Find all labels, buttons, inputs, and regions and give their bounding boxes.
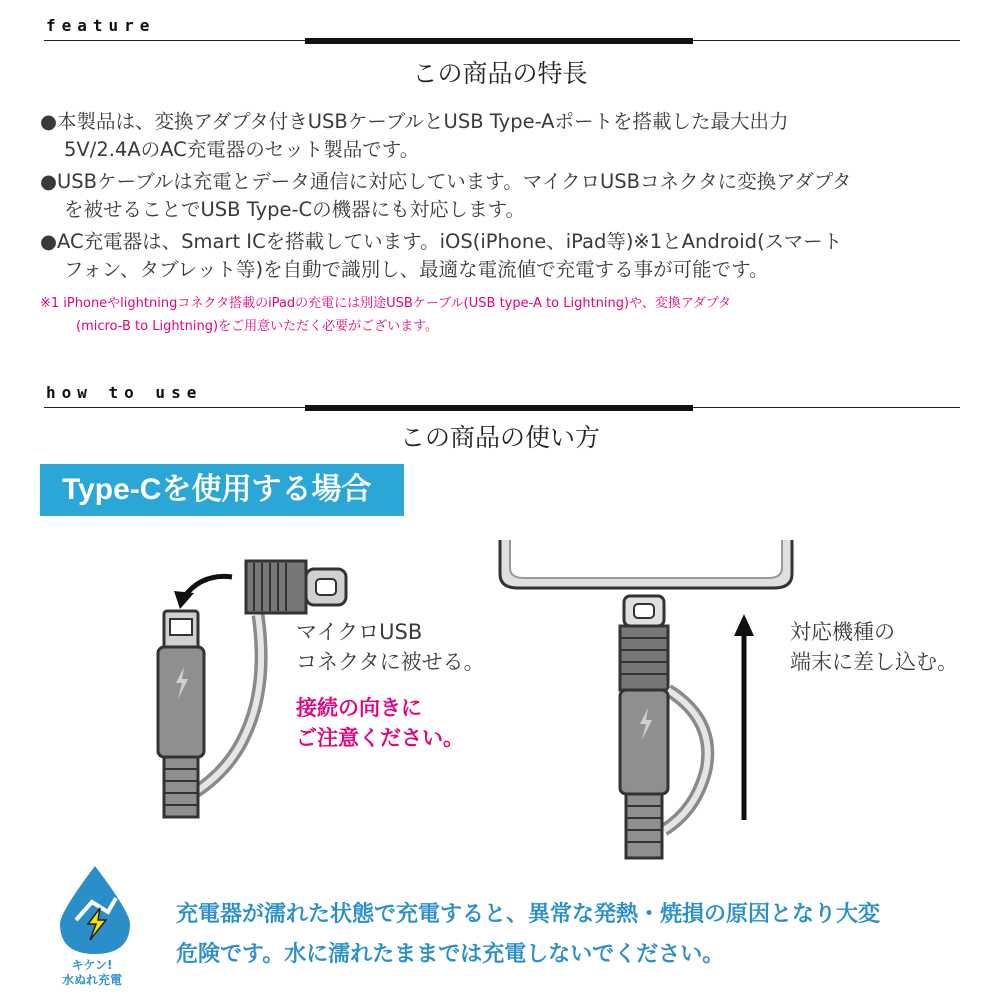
bullet-line: ●USBケーブルは充電とデータ通信に対応しています。マイクロUSBコネクタに変換アダプタ — [40, 170, 852, 193]
section-label-feature: feature — [46, 16, 156, 35]
feature-heading: この商品の特長 — [412, 59, 588, 88]
bullet-line: を被せることでUSB Type-Cの機器にも対応します。 — [64, 198, 526, 221]
step1-line: マイクロUSB — [296, 620, 423, 644]
step2-line: 端末に差し込む。 — [790, 650, 958, 674]
section-bar — [305, 405, 693, 411]
step2-line: 対応機種の — [790, 620, 895, 644]
bullet-line: ●本製品は、変換アダプタ付きUSBケーブルとUSB Type-Aポートを搭載した最大出力 — [40, 110, 789, 133]
drop-warning-label-line: 水ぬれ充電 — [61, 973, 122, 987]
step1-line: コネクタに被せる。 — [296, 650, 485, 674]
caution-line: 接続の向きに — [296, 696, 422, 720]
warning-line: 充電器が濡れた状態で充電すると、異常な発熱・焼損の原因となり大変 — [176, 902, 881, 927]
bullet-line: ●AC充電器は、Smart ICを搭載しています。iOS(iPhone、iPad等)※1とAndroid(スマート — [40, 230, 843, 253]
arrow-up-icon — [734, 614, 754, 820]
bullet-line: 5V/2.4AのAC充電器のセット製品です。 — [64, 138, 420, 161]
water-drop-warning-icon — [56, 862, 134, 958]
section-label-how-to-use: how to use — [46, 383, 203, 402]
type-c-banner: Type-Cを使用する場合 — [40, 464, 404, 516]
bullet-line: フォン、タブレット等)を自動で識別し、最適な電流値で充電する事が可能です。 — [64, 258, 769, 281]
drop-warning-label-line: キケン! — [71, 958, 113, 972]
footnote-line: ※1 iPhoneやlightningコネクタ搭載のiPadの充電には別途USBケーブル(USB type-A to Lightning)や、変換アダプタ — [40, 296, 731, 311]
drop-warning-label — [40, 958, 144, 988]
howto-heading: この商品の使い方 — [399, 423, 600, 452]
footnote-line: (micro-B to Lightning)をご用意いただく必要がございます。 — [76, 319, 439, 334]
warning-line: 危険です。水に濡れたままでは充電しないでください。 — [176, 942, 725, 967]
section-bar — [305, 38, 693, 44]
caution-line: ご注意ください。 — [296, 726, 464, 750]
device-insert-illustration — [496, 540, 796, 870]
